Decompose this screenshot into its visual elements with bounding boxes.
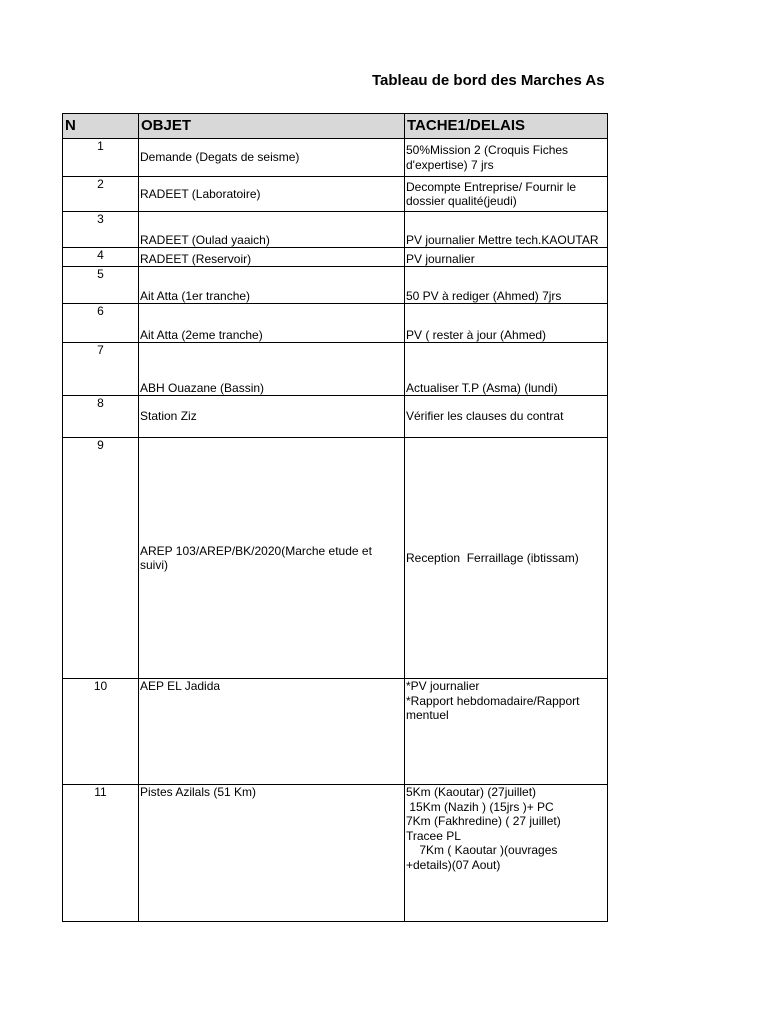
row-tache: *PV journalier *Rapport hebdomadaire/Rapport mentuel	[405, 679, 608, 785]
row-tache: PV ( rester à jour (Ahmed)	[405, 304, 608, 343]
row-tache: PV journalier Mettre tech.KAOUTAR	[405, 212, 608, 248]
row-number: 10	[63, 679, 139, 785]
row-objet: ABH Ouazane (Bassin)	[139, 343, 405, 396]
row-number: 5	[63, 267, 139, 304]
column-header-tache: TACHE1/DELAIS	[405, 114, 608, 139]
table-row	[63, 785, 608, 922]
table-row	[63, 343, 608, 396]
row-objet: Ait Atta (2eme tranche)	[139, 304, 405, 343]
row-number: 7	[63, 343, 139, 396]
row-objet: AEP EL Jadida	[139, 679, 405, 785]
row-number: 2	[63, 177, 139, 212]
row-objet: Pistes Azilals (51 Km)	[139, 785, 405, 922]
table-row	[63, 212, 608, 248]
row-number: 1	[63, 139, 139, 177]
table-row	[63, 248, 608, 267]
row-objet: RADEET (Laboratoire)	[139, 177, 405, 212]
row-objet: RADEET (Reservoir)	[139, 248, 405, 267]
row-tache: Vérifier les clauses du contrat	[405, 396, 608, 438]
row-objet: AREP 103/AREP/BK/2020(Marche etude et suivi)	[139, 438, 405, 679]
table-row	[63, 438, 608, 679]
row-number: 8	[63, 396, 139, 438]
table-row	[63, 177, 608, 212]
row-objet: Station Ziz	[139, 396, 405, 438]
row-tache: 50 PV à rediger (Ahmed) 7jrs	[405, 267, 608, 304]
row-tache: Decompte Entreprise/ Fournir le dossier qualité(jeudi)	[405, 177, 608, 212]
row-tache: Actualiser T.P (Asma) (lundi)	[405, 343, 608, 396]
row-tache: PV journalier	[405, 248, 608, 267]
column-header-n: N	[63, 114, 139, 139]
dashboard-table	[62, 113, 608, 922]
row-number: 3	[63, 212, 139, 248]
table-row	[63, 304, 608, 343]
table-row	[63, 267, 608, 304]
row-number: 11	[63, 785, 139, 922]
table-header-row	[63, 114, 608, 139]
table-row	[63, 396, 608, 438]
column-header-objet: OBJET	[139, 114, 405, 139]
page-title: Tableau de bord des Marches As	[372, 72, 605, 89]
table-row	[63, 679, 608, 785]
row-number: 4	[63, 248, 139, 267]
row-objet: Ait Atta (1er tranche)	[139, 267, 405, 304]
row-tache: Reception Ferraillage (ibtissam)	[405, 438, 608, 679]
row-tache: 5Km (Kaoutar) (27juillet) 15Km (Nazih ) (15jrs )+ PC 7Km (Fakhredine) ( 27 juillet) Tracee PL 7Km ( Kaoutar )(ouvrages +details)(07 Aout)	[405, 785, 608, 922]
row-number: 9	[63, 438, 139, 679]
row-tache: 50%Mission 2 (Croquis Fiches d'expertise) 7 jrs	[405, 139, 608, 177]
row-number: 6	[63, 304, 139, 343]
row-objet: Demande (Degats de seisme)	[139, 139, 405, 177]
row-objet: RADEET (Oulad yaaich)	[139, 212, 405, 248]
table-row	[63, 139, 608, 177]
